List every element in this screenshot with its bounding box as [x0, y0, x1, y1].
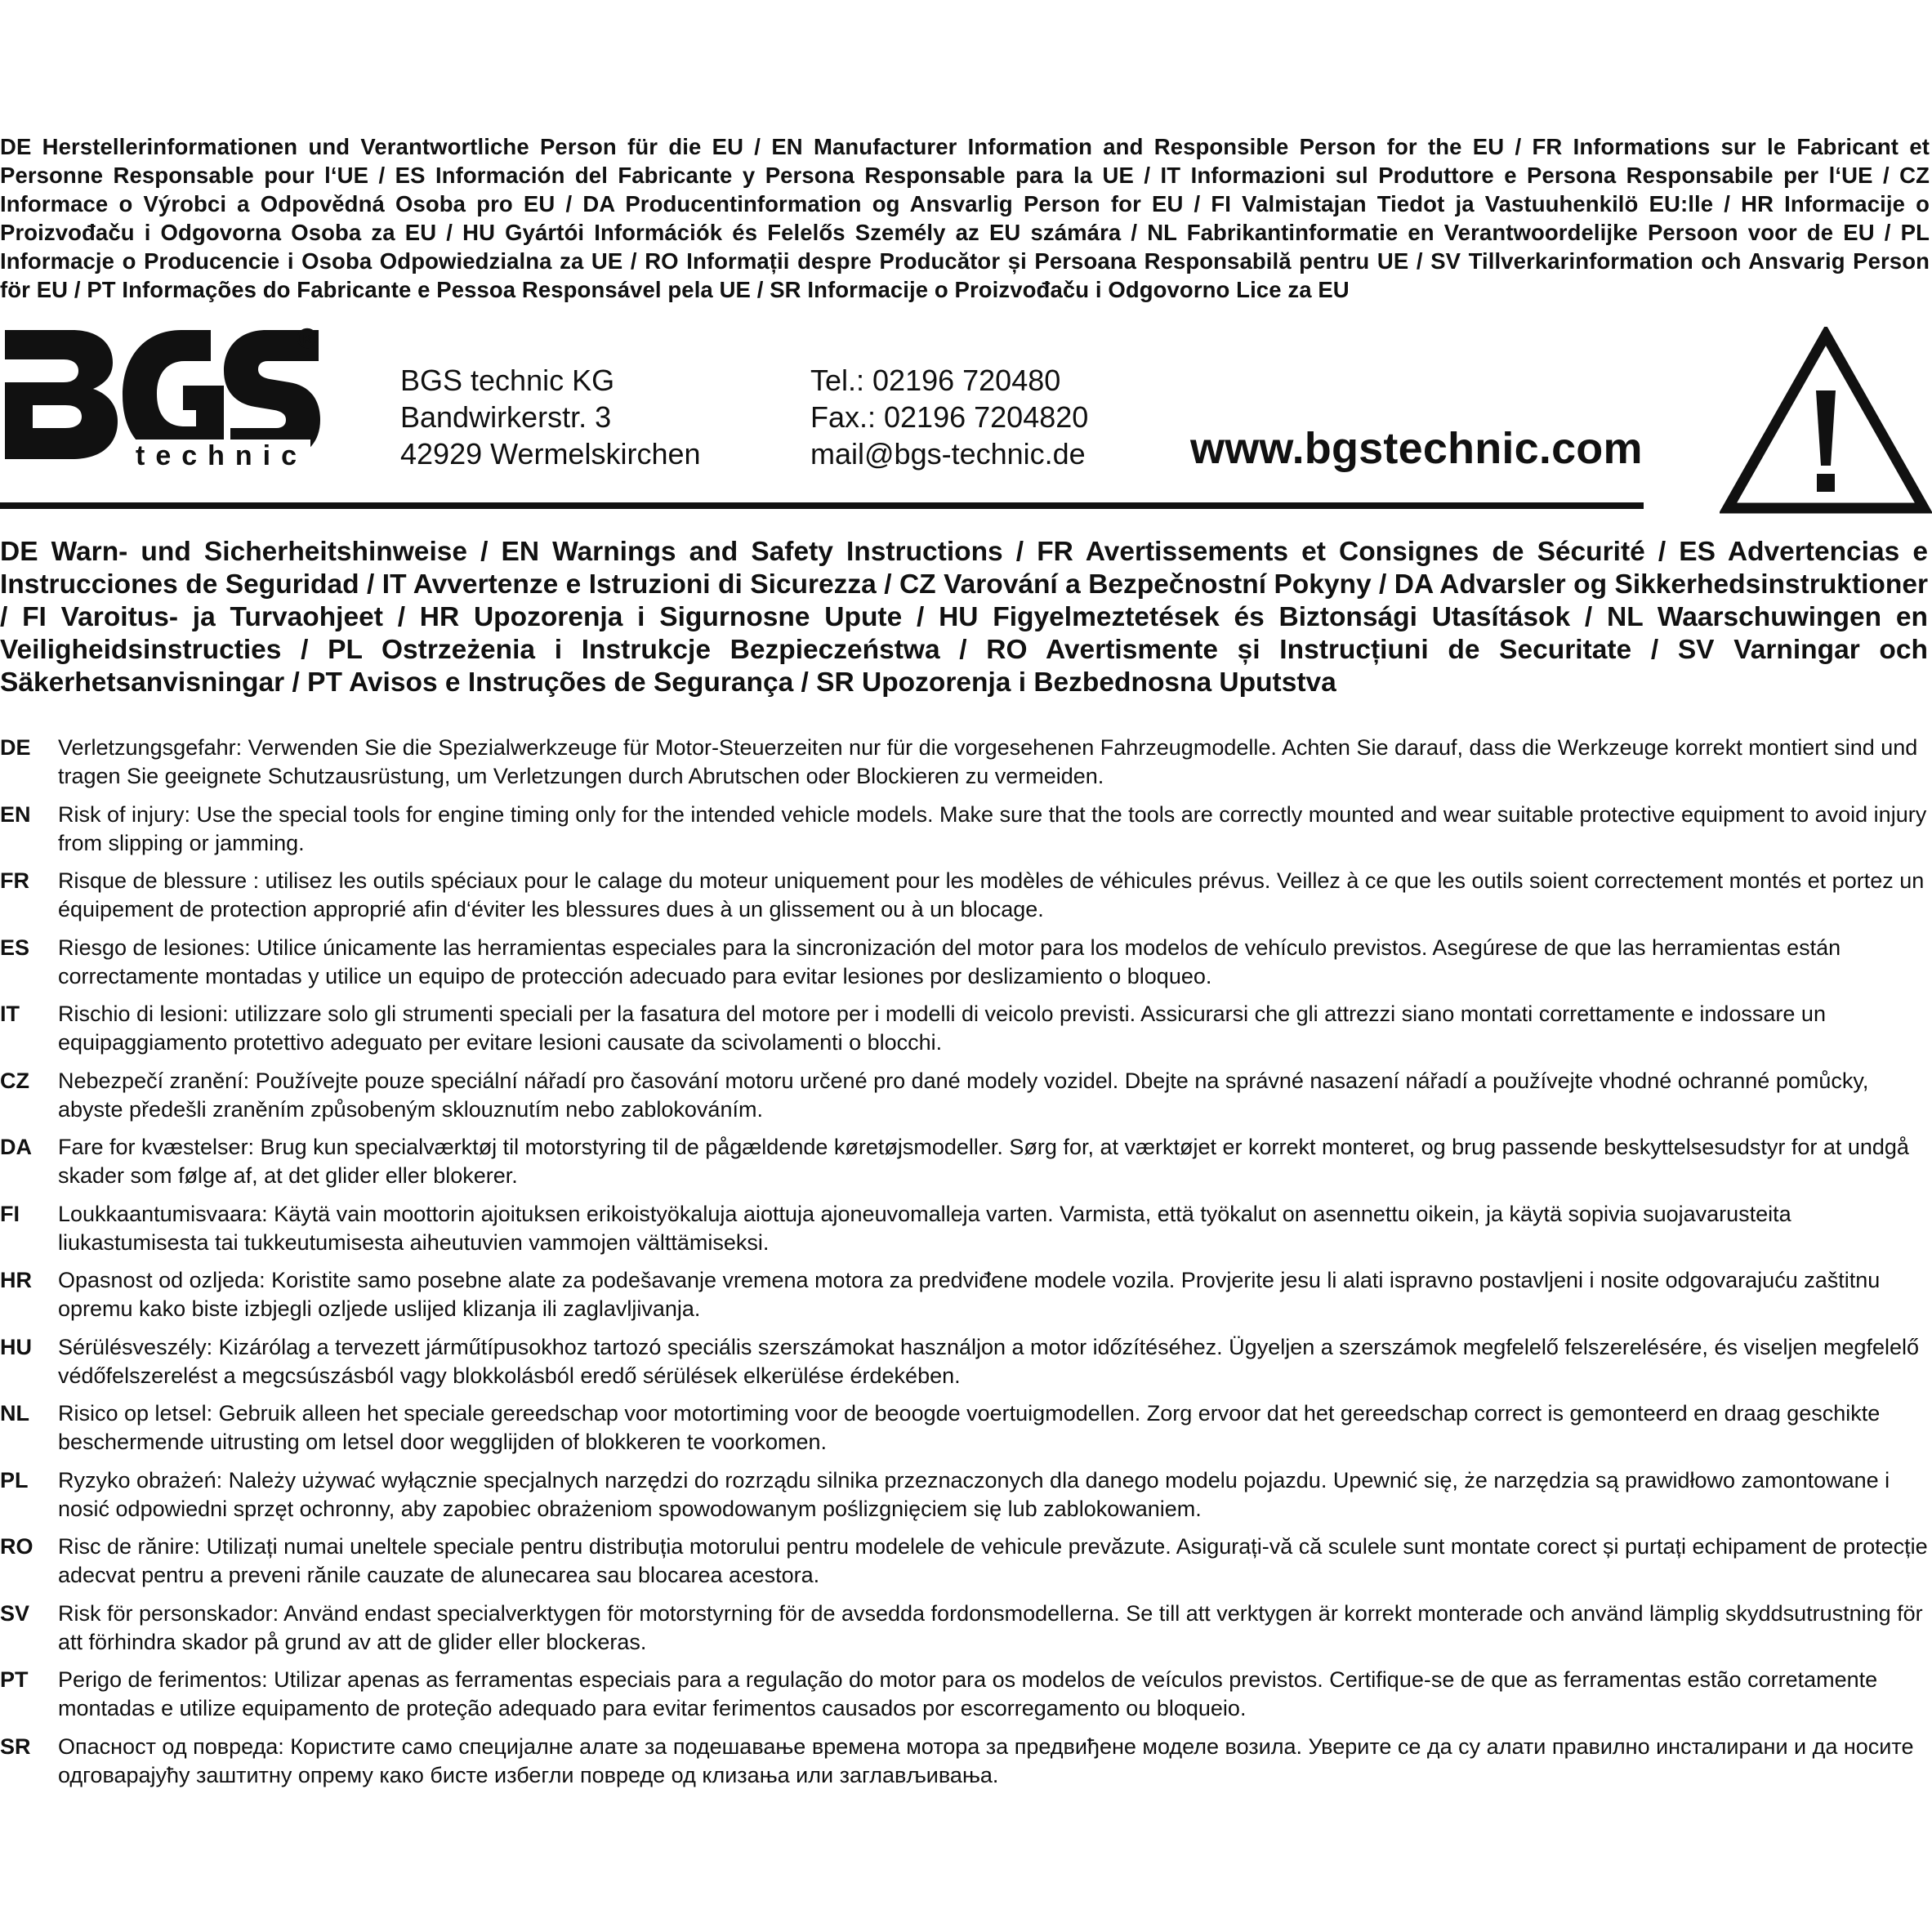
company-mail[interactable]: mail@bgs-technic.de [810, 437, 1086, 471]
instruction-text: Risk of injury: Use the special tools for engine timing only for the intended vehicle models. Make sure that the tools are correctly mounted and wear suitable protective equipment to avoid injury from slipping or jamming. [58, 801, 1927, 855]
instruction-row [0, 1533, 1932, 1600]
instruction-text: Risico op letsel: Gebruik alleen het speciale gereedschap voor motortiming voor de beoogde voertuigmodellen. Zorg ervoor dat het gereedschap correct is gemonteerd en draag geschikte beschermende uitrusting om letsel door wegglijden of blokkeren te voorkomen. [58, 1401, 1881, 1454]
instruction-text: Risque de blessure : utilisez les outils spéciaux pour le calage du moteur uniquement pour les modèles de véhicules prévus. Veillez à ce que les outils soient correctement montés et portez un équipement de protection approprié afin d‘éviter les blessures dues à un glissement ou à un blocage. [58, 868, 1925, 921]
instruction-row [0, 867, 1932, 934]
logo-subtitle: technic [132, 439, 310, 472]
instruction-text: Rischio di lesioni: utilizzare solo gli strumenti speciali per la fasatura del motore per i modelli di veicolo previsti. Assicurarsi che gli attrezzi siano montati correttamente e indossare un equipaggiamento protettivo adeguato per evitare lesioni causate da scivolamenti o blocchi. [58, 1002, 1826, 1055]
instruction-row [0, 1733, 1932, 1800]
instruction-text: Perigo de ferimentos: Utilizar apenas as ferramentas especiais para a regulação do motor para os modelos de veículos previstos. Certifique-se de que as ferramentas estão corretamente montadas e utilize equipamento de proteção adequado para evitar ferimentos causados por escorregamento ou bloqueio. [58, 1667, 1878, 1720]
safety-instructions-heading: DE Warn- und Sicherheitshinweise / EN Warnings and Safety Instructions / FR Avertissements et Consignes de Sécurité / ES Advertencias e Instrucciones de Seguridad / IT Avvertenze e Istruzioni di Sicurezza / CZ Varování a Bezpečnostní Pokyny / DA Advarsler og Sikkerhedsinstruktioner / FI Varoitus- ja Turvaohjeet / HR Upozorenja i Sigurnosne Upute / HU Figyelmeztetések és Biztonsági Utasítások / NL Waarschuwingen en Veiligheidsinstructies / PL Ostrzeżenia i Instrukcje Bezpieczeństwa / RO Avertismente și Instrucțiuni de Securitate / SV Varningar och Säkerhetsanvisningar / PT Avisos e Instruções de Segurança / SR Upozorenja i Bezbednosna Uputstva [0, 537, 1928, 698]
language-code: DA [0, 1135, 32, 1159]
instruction-text: Fare for kvæstelser: Brug kun specialværktøj til motorstyring til de pågældende køretøjsmodeller. Sørg for, at værktøjet er korrekt monteret, og brug passende beskyttelsesudstyr for at undgå skader som følge af, at det glider eller blokerer. [58, 1135, 1909, 1188]
instruction-row [0, 1333, 1932, 1400]
instruction-text: Опасност од повреда: Користите само специјалне алате за подешавање времена мотора за предвиђене моделе возила. Уверите се да су алати правилно инсталирани и да носите одговарајућу заштитну опрему како бисте избегли повреде од клизања или заглављивања. [58, 1733, 1914, 1787]
svg-text:R: R [302, 332, 312, 346]
language-code: PT [0, 1667, 29, 1692]
company-name: BGS technic KG [400, 364, 615, 397]
language-code: DE [0, 735, 31, 760]
instruction-row [0, 1000, 1932, 1067]
bgs-technic-logo [0, 325, 323, 474]
language-code: HU [0, 1334, 32, 1359]
instruction-row [0, 734, 1932, 801]
company-city: 42929 Wermelskirchen [400, 437, 701, 471]
language-code: EN [0, 801, 31, 827]
warning-triangle-icon [1720, 327, 1932, 515]
language-code: SV [0, 1600, 30, 1626]
instruction-row [0, 1266, 1932, 1333]
manufacturer-info-heading: DE Herstellerinformationen und Verantwortliche Person für die EU / EN Manufacturer Information and Responsible Person for the EU / FR Informations sur le Fabricant et Personne Responsable pour l‘UE / ES Información del Fabricante y Persona Responsable para la UE / IT Informazioni sul Produttore e Persona Responsabile per l‘UE / CZ Informace o Výrobci a Odpovědná Osoba pro EU / DA Producentinformation og Ansvarlig Person for EU / FI Valmistajan Tiedot ja Vastuuhenkilö EU:lle / HR Informacije o Proizvođaču i Odgovorna Osoba za EU / HU Gyártói Információk és Felelős Személy az EU számára / NL Fabrikantinformatie en Verantwoordelijke Persoon voor de EU / PL Informacje o Producencie i Osoba Odpowiedzialna za UE / RO Informații despre Producător și Persoana Responsabilă pentru UE / SV Tillverkarinformation och Ansvarig Person för EU / PT Informações do Fabricante e Pessoa Responsável pela UE / SR Informacije o Proizvođaču i Odgovorno Lice za EU [0, 134, 1930, 302]
section-divider [0, 502, 1644, 509]
language-code: FR [0, 868, 29, 893]
instruction-row [0, 1200, 1932, 1267]
company-address [400, 362, 701, 472]
instruction-text: Ryzyko obrażeń: Należy używać wyłącznie specjalnych narzędzi do rozrządu silnika przeznaczonych dla danego modelu pojazdu. Upewnić się, że narzędzia są prawidłowo zamontowane i nosić odpowiedni sprzęt ochronny, aby zapobiec obrażeniom spowodowanym poślizgnięciem się lub zablokowaniem. [58, 1467, 1890, 1521]
company-website[interactable]: www.bgstechnic.com [1190, 424, 1643, 473]
language-code: NL [0, 1401, 29, 1426]
instruction-row [0, 1666, 1932, 1733]
language-code: ES [0, 935, 30, 960]
instruction-row [0, 1133, 1932, 1200]
instruction-text: Nebezpečí zranění: Používejte pouze speciální nářadí pro časování motoru určené pro dané modely vozidel. Dbejte na správné nasazení nářadí a používejte vhodné ochranné pomůcky, abyste předešli zraněním způsobeným sklouznutím nebo zablokováním. [58, 1068, 1869, 1122]
instruction-text: Riesgo de lesiones: Utilice únicamente las herramientas especiales para la sincronización del motor para los modelos de vehículo previstos. Asegúrese de que las herramientas están correctamente montadas y utilice un equipo de protección adecuado para evitar lesiones por deslizamiento o bloqueo. [58, 935, 1841, 988]
language-code: HR [0, 1268, 32, 1292]
language-code: CZ [0, 1068, 29, 1093]
language-code: IT [0, 1002, 20, 1026]
instruction-row [0, 1466, 1932, 1533]
language-code: SR [0, 1733, 31, 1759]
company-contact [810, 362, 1088, 472]
instruction-text: Loukkaantumisvaara: Käytä vain moottorin ajoituksen erikoistyökaluja aiottuja ajoneuvomalleja varten. Varmista, että työkalut on asennettu oikein, ja käytä sopivia suojavarusteita liukastumisesta tai tukkeutumisesta aiheutuvien vammojen välttämiseksi. [58, 1201, 1791, 1255]
company-fax: Fax.: 02196 7204820 [810, 400, 1089, 434]
instruction-row [0, 934, 1932, 1001]
instruction-row [0, 1600, 1932, 1667]
language-code: FI [0, 1201, 20, 1226]
instructions-list [0, 734, 1932, 1799]
language-code: RO [0, 1534, 33, 1559]
instruction-text: Sérülésveszély: Kizárólag a tervezett járműtípusokhoz tartozó speciális szerszámokat használjon a motor időzítéséhez. Ügyeljen a szerszámok megfelelő felszerelésére, és viseljen megfelelő védőfelszerelést a megcsúszásból vagy blokkolásból eredő sérülések elkerülése érdekében. [58, 1334, 1920, 1388]
language-code: PL [0, 1467, 29, 1493]
company-street: Bandwirkerstr. 3 [400, 400, 612, 434]
instruction-text: Risk för personskador: Använd endast specialverktygen för motorstyrning för de avsedda fordonsmodellerna. Se till att verktygen är korrekt monterade och använd lämplig skyddsutrustning för att förhindra skador på grund av att de glider eller blockeras. [58, 1600, 1923, 1654]
instruction-text: Verletzungsgefahr: Verwenden Sie die Spezialwerkzeuge für Motor-Steuerzeiten nur für die vorgesehenen Fahrzeugmodelle. Achten Sie darauf, dass die Werkzeuge korrekt montiert sind und tragen Sie geeignete Schutzausrüstung, um Verletzungen durch Abrutschen oder Blockieren zu vermeiden. [58, 735, 1918, 788]
instruction-row [0, 1067, 1932, 1134]
instruction-text: Opasnost od ozljeda: Koristite samo posebne alate za podešavanje vremena motora za predviđene modele vozila. Provjerite jesu li alati ispravno postavljeni i nosite odgovarajuću zaštitnu opremu kako biste izbjegli ozljede uslijed klizanja ili zaglavljivanja. [58, 1268, 1881, 1321]
instruction-row [0, 801, 1932, 868]
instruction-text: Risc de rănire: Utilizați numai uneltele speciale pentru distribuția motorului pentru modelele de vehicule prevăzute. Asigurați-vă că sculele sunt montate corect și purtați echipament de protecție adecvat pentru a preveni rănile cauzate de alunecarea sau blocarea acestora. [58, 1534, 1928, 1587]
company-tel: Tel.: 02196 720480 [810, 364, 1061, 397]
instruction-row [0, 1399, 1932, 1466]
